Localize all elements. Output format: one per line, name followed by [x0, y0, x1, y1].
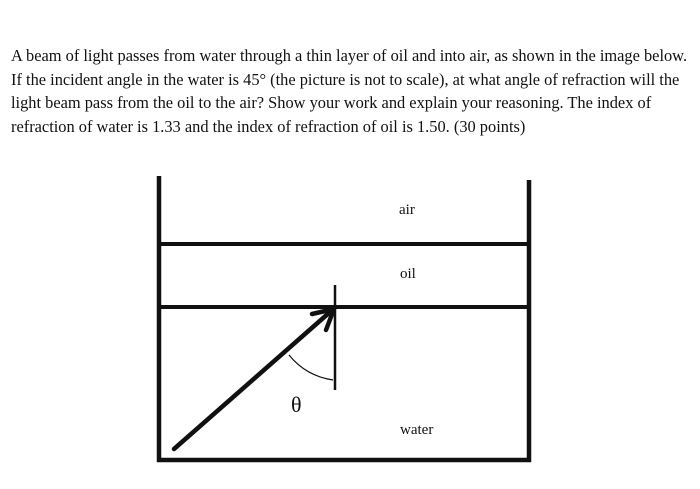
question-line-3: light beam pass from the oil to the air? Show your work and explain your reasoning. The index of	[11, 93, 652, 112]
question-line-1: A beam of light passes from water through a thin layer of oil and into air, as shown in the image below.	[11, 46, 688, 65]
question-line-2: If the incident angle in the water is 45° (the picture is not to scale), at what angle of refraction will the	[11, 69, 680, 89]
light-ray	[174, 312, 330, 449]
theta-symbol: θ	[291, 392, 302, 417]
angle-arc	[289, 355, 333, 380]
label-water: water	[400, 422, 434, 438]
label-oil: oil	[400, 266, 416, 282]
label-air: air	[399, 202, 415, 218]
question-line-4: refraction of water is 1.33 and the index of refraction of oil is 1.50. (30 points)	[11, 116, 526, 136]
